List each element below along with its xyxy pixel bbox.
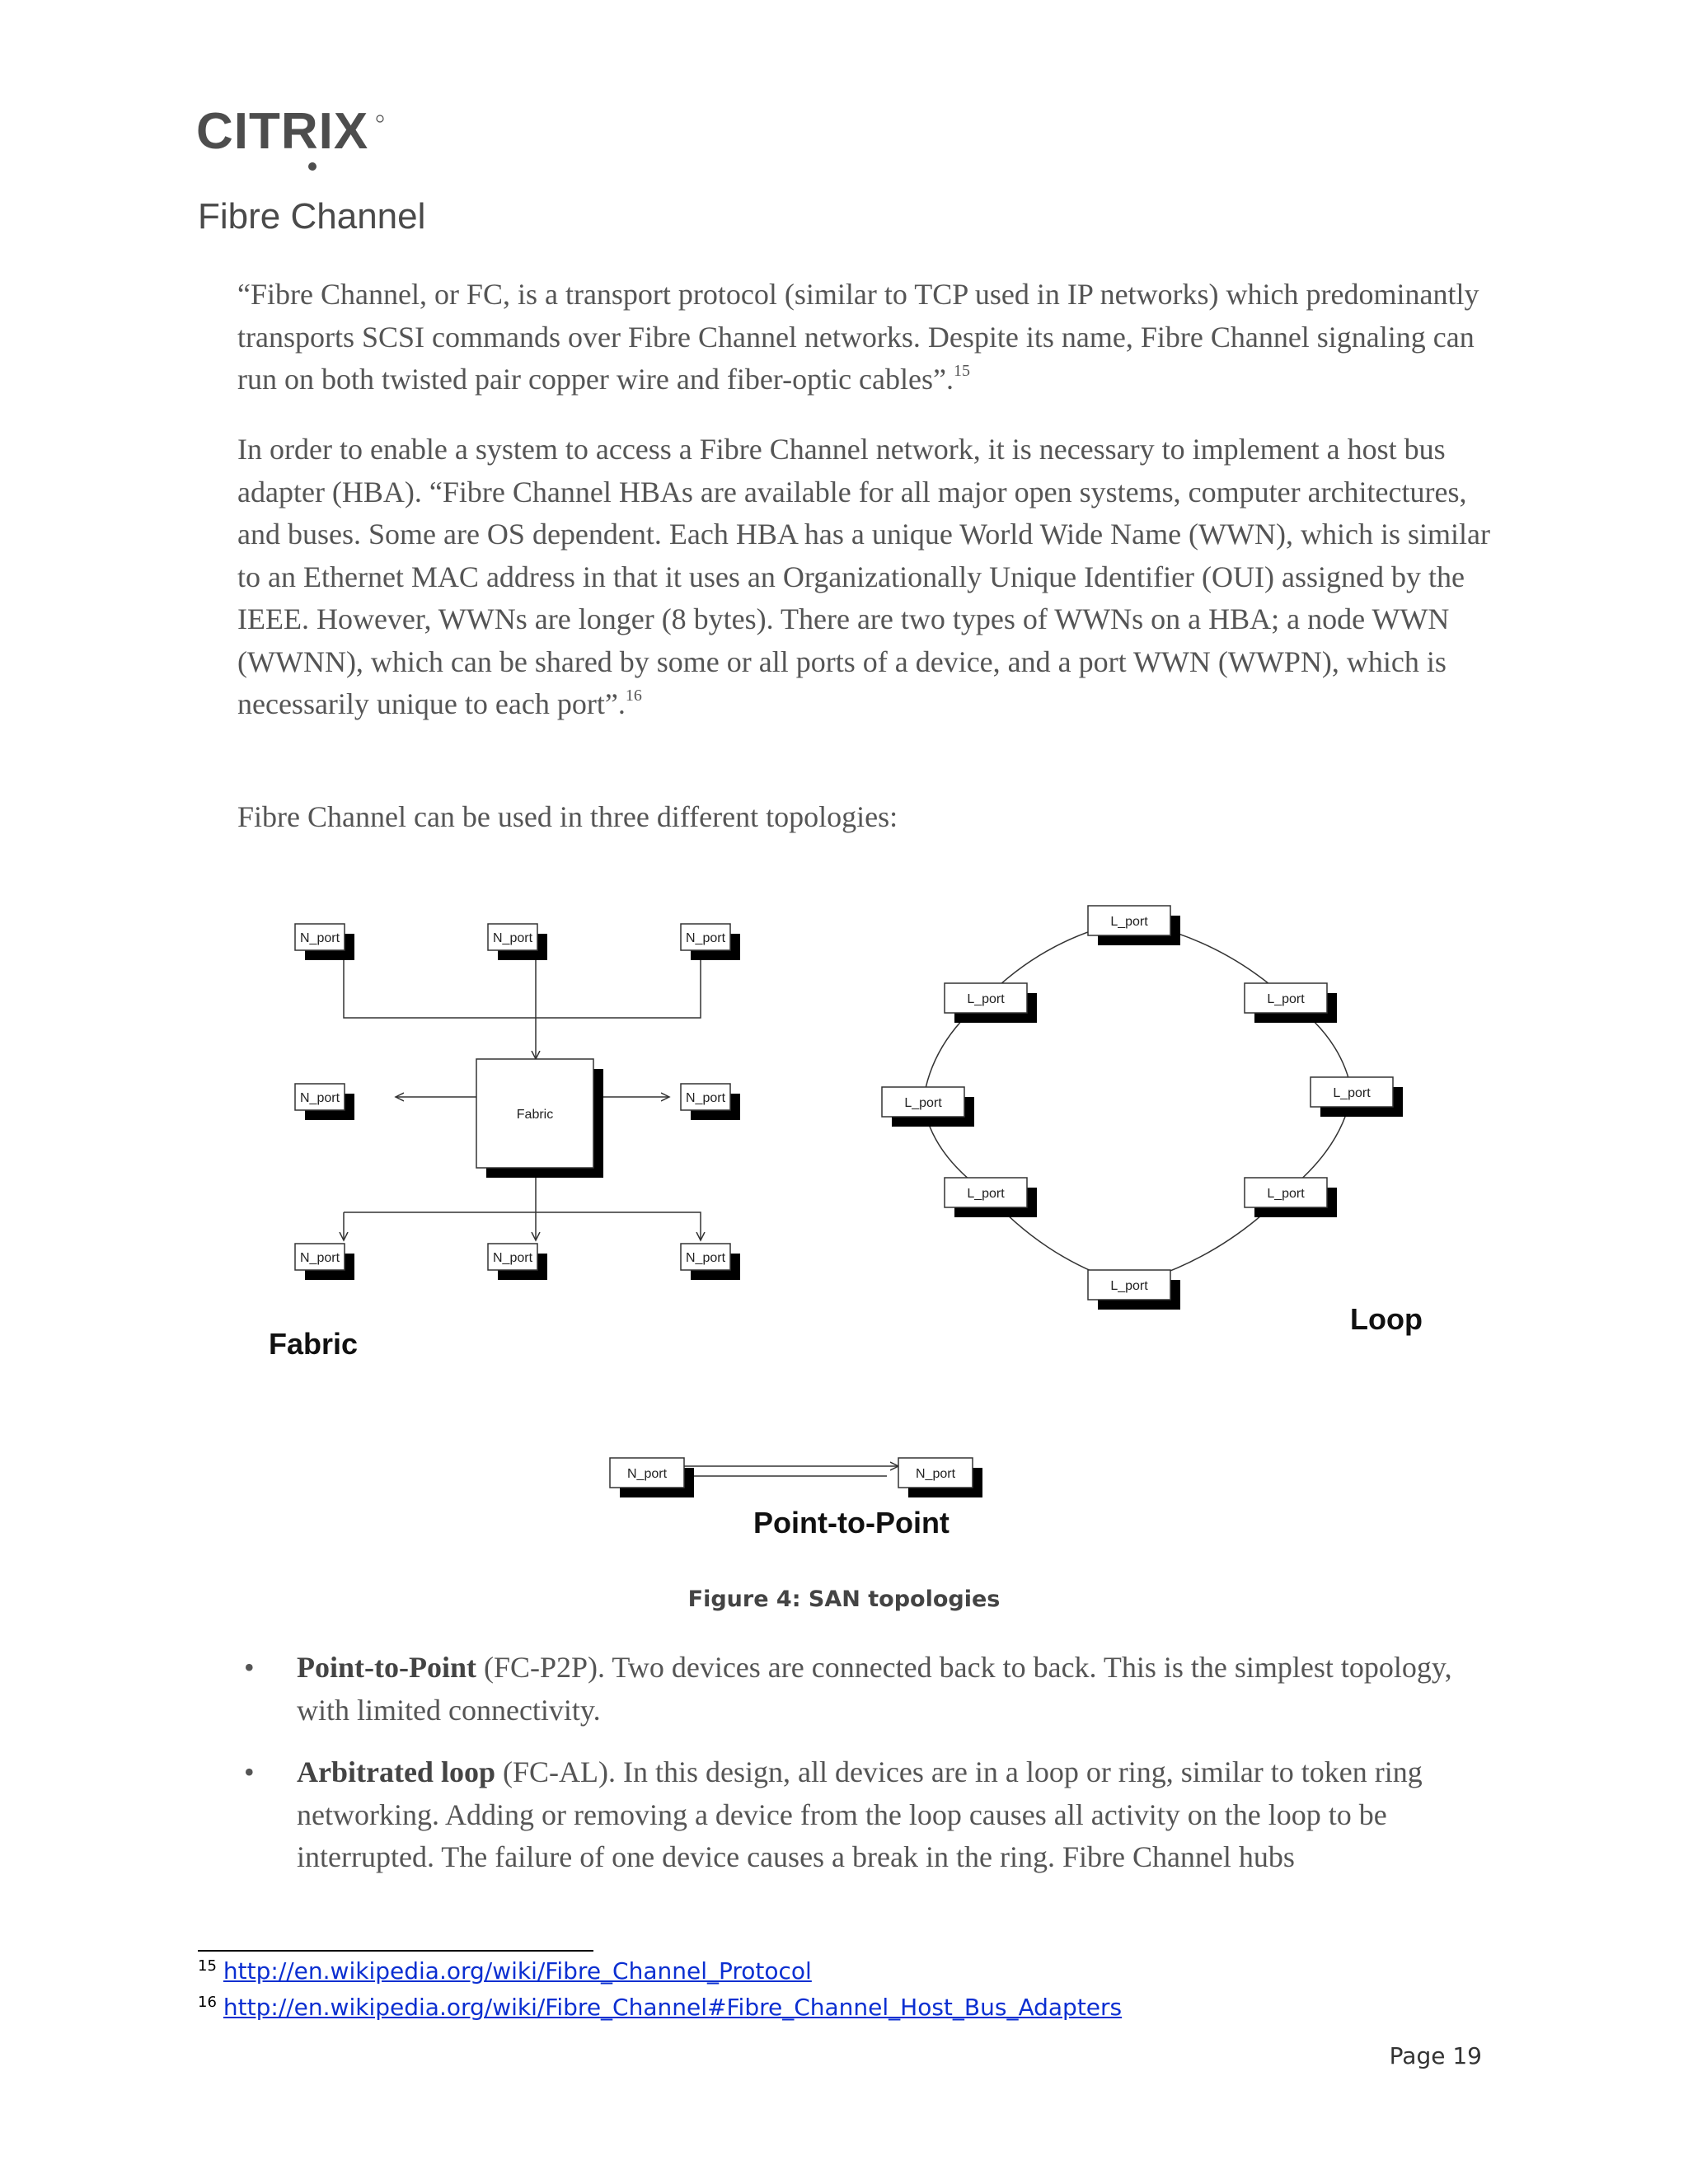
fabric-n-port-node	[488, 924, 547, 960]
citrix-logo	[196, 97, 386, 171]
loop-label: Loop	[1350, 1302, 1423, 1336]
topology-list	[237, 1647, 1490, 1899]
port-label: N_port	[299, 1251, 340, 1265]
port-label: L_port	[1267, 1187, 1305, 1201]
fabric-n-port-node	[681, 1244, 740, 1280]
bullet-marker: •	[244, 1651, 255, 1684]
footnote-ref[interactable]: 16	[625, 687, 642, 705]
paragraph-fc-definition	[237, 274, 1490, 406]
port-label: N_port	[492, 931, 533, 945]
loop-l-port-node	[882, 1087, 974, 1127]
footnote-separator	[198, 1950, 593, 1952]
p2p-n-port-node	[610, 1458, 694, 1497]
port-label: N_port	[626, 1467, 668, 1481]
paragraph-topologies-intro: Fibre Channel can be used in three different topologies:	[237, 800, 898, 833]
page-number: Page 19	[1389, 2042, 1482, 2069]
loop-l-port-node	[945, 1178, 1037, 1217]
port-label: L_port	[967, 992, 1005, 1006]
port-label: N_port	[685, 1251, 726, 1265]
list-item-arbitrated-loop	[237, 1751, 1490, 1879]
footnote-16	[198, 1991, 1122, 2027]
bullet-term: Point-to-Point	[297, 1651, 476, 1684]
fabric-n-port-node	[488, 1244, 547, 1280]
footnote-link[interactable]: http://en.wikipedia.org/wiki/Fibre_Channel_Protocol	[223, 1957, 812, 1985]
fabric-n-port-node	[295, 1244, 354, 1280]
bullet-marker: •	[244, 1755, 255, 1788]
footnote-number: 15	[198, 1957, 217, 1975]
topology-nodes	[295, 906, 1403, 1497]
p2p-label: Point-to-Point	[753, 1506, 950, 1540]
port-label: N_port	[299, 931, 340, 945]
loop-l-port-node	[1245, 1178, 1337, 1217]
bullet-term: Arbitrated loop	[297, 1755, 495, 1788]
paragraph-text: In order to enable a system to access a Fibre Channel network, it is necessary to implement a host bus adapter (HBA). “Fibre Channel HBAs are available for all major open systems, computer architectures, and buses. Some are OS dependent. Each HBA has a unique World Wide Name (WWN), which is similar to an Ethernet MAC address in that it uses an Organizationally Unique Identifier (OUI) assigned by the IEEE. However, WWNs are longer (8 bytes). There are two types of WWNs on a HBA; a node WWN (WWNN), which can be shared by some or all ports of a device, and a port WWN (WWPN), which is necessarily unique to each port”.	[237, 433, 1490, 720]
loop-l-port-node	[1088, 906, 1180, 945]
p2p-connections	[684, 1466, 898, 1476]
fabric-label: Fabric	[269, 1327, 359, 1361]
loop-l-port-node	[1088, 1270, 1180, 1310]
port-label: N_port	[685, 931, 726, 945]
port-label: L_port	[904, 1096, 942, 1110]
port-label: L_port	[1333, 1086, 1371, 1100]
paragraph-text: “Fibre Channel, or FC, is a transport protocol (similar to TCP used in IP networks) which predominantly transports SCSI commands over Fibre Channel networks. Despite its name, Fibre Channel signaling can run on both twisted pair copper wire and fiber-optic cables”.	[237, 278, 1479, 396]
list-item-point-to-point	[237, 1647, 1490, 1732]
fabric-n-port-node	[681, 1084, 740, 1120]
port-label: L_port	[1110, 1279, 1148, 1293]
port-label: N_port	[492, 1251, 533, 1265]
loop-connections	[923, 921, 1352, 1285]
logo-wordmark: CITRIX	[196, 103, 369, 160]
fabric-n-port-node	[295, 1084, 354, 1120]
footnotes	[198, 1955, 1122, 2027]
section-title: Fibre Channel	[198, 196, 426, 237]
fabric-n-port-node	[681, 924, 740, 960]
fabric-switch	[476, 1059, 603, 1178]
fabric-line	[344, 1212, 701, 1240]
footnote-link[interactable]: http://en.wikipedia.org/wiki/Fibre_Channel#Fibre_Channel_Host_Bus_Adapters	[223, 1994, 1123, 2021]
port-label: L_port	[1110, 915, 1148, 929]
loop-l-port-node	[1245, 983, 1337, 1023]
san-topologies-figure	[264, 894, 1484, 1554]
port-label: N_port	[915, 1467, 956, 1481]
footnote-number: 16	[198, 1994, 217, 2011]
p2p-n-port-node	[898, 1458, 982, 1497]
fabric-n-port-node	[295, 924, 354, 960]
port-label: L_port	[1267, 992, 1305, 1006]
footnote-15	[198, 1955, 1122, 1991]
port-label: N_port	[685, 1091, 726, 1105]
footnote-ref[interactable]: 15	[953, 362, 970, 380]
loop-l-port-node	[945, 983, 1037, 1023]
loop-l-port-node	[1311, 1077, 1403, 1117]
port-label: Fabric	[516, 1108, 554, 1122]
paragraph-hba	[237, 429, 1490, 731]
port-label: N_port	[299, 1091, 340, 1105]
bullet-text: (FC-AL). In this design, all devices are in a loop or ring, similar to token ring networking. Adding or removing a device from the loop causes all activity on the loop to be interrupted. The failure of one device causes a break in the ring. Fibre Channel hubs	[297, 1755, 1423, 1873]
bullet-text: (FC-P2P). Two devices are connected back to back. This is the simplest topology, with limited connectivity.	[297, 1651, 1452, 1727]
figure-caption: Figure 4: SAN topologies	[687, 1586, 1001, 1612]
port-label: L_port	[967, 1187, 1005, 1201]
